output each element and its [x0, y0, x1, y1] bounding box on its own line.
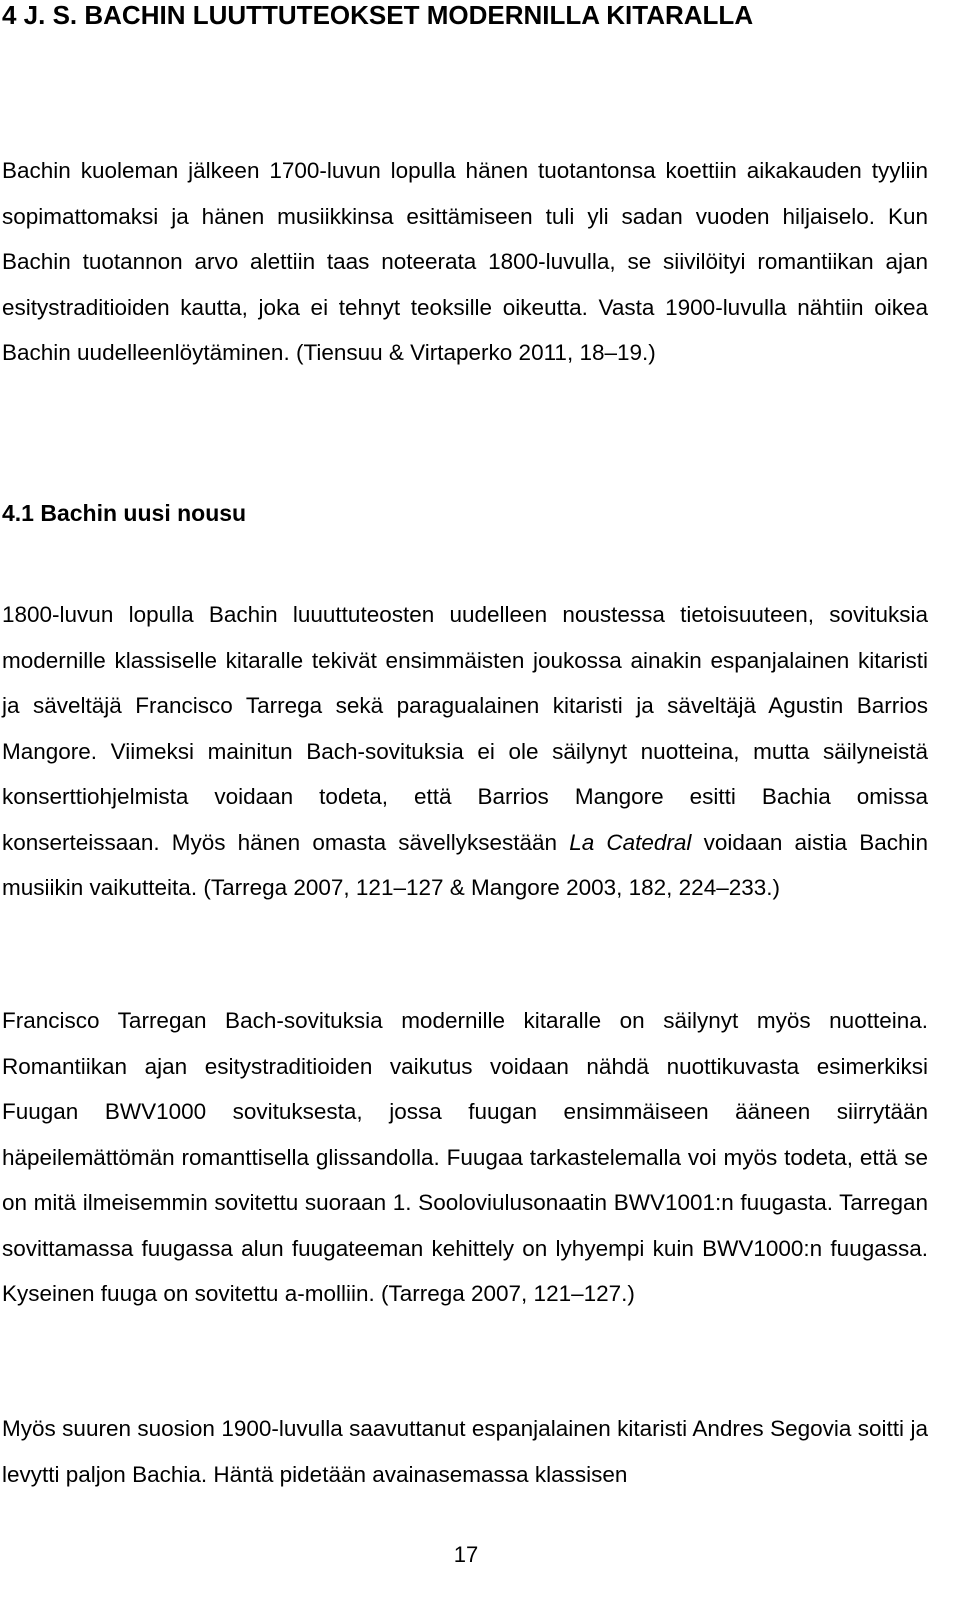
chapter-title: 4 J. S. BACHIN LUUTTUTEOKSET MODERNILLA KITARALLA — [2, 0, 754, 30]
page-number: 17 — [453, 1542, 479, 1567]
paragraph-rise-text-start: 1800-luvun lopulla Bachin luuuttuteosten uudelleen noustessa tietoisuuteen, sovituksia modernille klassiselle kitaralle tekivät ensimmäisten joukossa ainakin espanjalainen kitaristi ja säveltäjä Francisco Tarrega sekä paragualainen kitaristi ja säveltäjä Agustin Barrios Mangore. Viimeksi mainitun Bach-sovituksia ei ole säilynyt nuotteina, mutta säilyneistä konserttiohjelmista voidaan todeta, että Barrios Mangore esitti Bachia omissa konserteissaan. Myös hänen omasta sävellyksestään — [2, 602, 928, 855]
paragraph-intro: Bachin kuoleman jälkeen 1700-luvun lopulla hänen tuotantonsa koettiin aikakauden tyyliin sopimattomaksi ja hänen musiikkinsa esittämiseen tuli yli sadan vuoden hiljaiselo. Kun Bachin tuotannon arvo alettiin taas noteerata 1800-luvulla, se siivilöityi romantiikan ajan esitystraditioiden kautta, joka ei tehnyt teoksille oikeutta. Vasta 1900-luvulla nähtiin oikea Bachin uudelleenlöytäminen. (Tiensuu & Virtaperko 2011, 18–19.) — [2, 158, 928, 365]
work-title-la-catedral: La Catedral — [569, 829, 692, 855]
paragraph-tarrega: Francisco Tarregan Bach-sovituksia modernille kitaralle on säilynyt myös nuotteina. Romantiikan ajan esitystraditioiden vaikutus voidaan nähdä nuottikuvasta esimerkiksi Fuugan BWV1000 sovituksesta, jossa fuugan ensimmäiseen ääneen siirrytään häpeilemättömän romanttisella glissandolla. Fuugaa tarkastelemalla voi myös todeta, että se on mitä ilmeisemmin sovitettu suoraan 1. Sooloviulusonaatin BWV1001:n fuugasta. Tarregan sovittamassa fuugassa alun fuugateeman kehittely on lyhyempi kuin BWV1000:n fuugassa. Kyseinen fuuga on sovitettu a-molliin. (Tarrega 2007, 121–127.) — [2, 1008, 928, 1306]
section-title: 4.1 Bachin uusi nousu — [2, 500, 247, 526]
paragraph-rise — [2, 592, 928, 911]
paragraph-segovia: Myös suuren suosion 1900-luvulla saavuttanut espanjalainen kitaristi Andres Segovia soitti ja levytti paljon Bachia. Häntä pidetään avainasemassa klassisen — [2, 1416, 928, 1487]
paragraph-rise-text-end: voidaan aistia Bachin musiikin vaikutteita. (Tarrega 2007, 121–127 & Mangore 2003, 182, 224–233.) — [2, 829, 928, 900]
